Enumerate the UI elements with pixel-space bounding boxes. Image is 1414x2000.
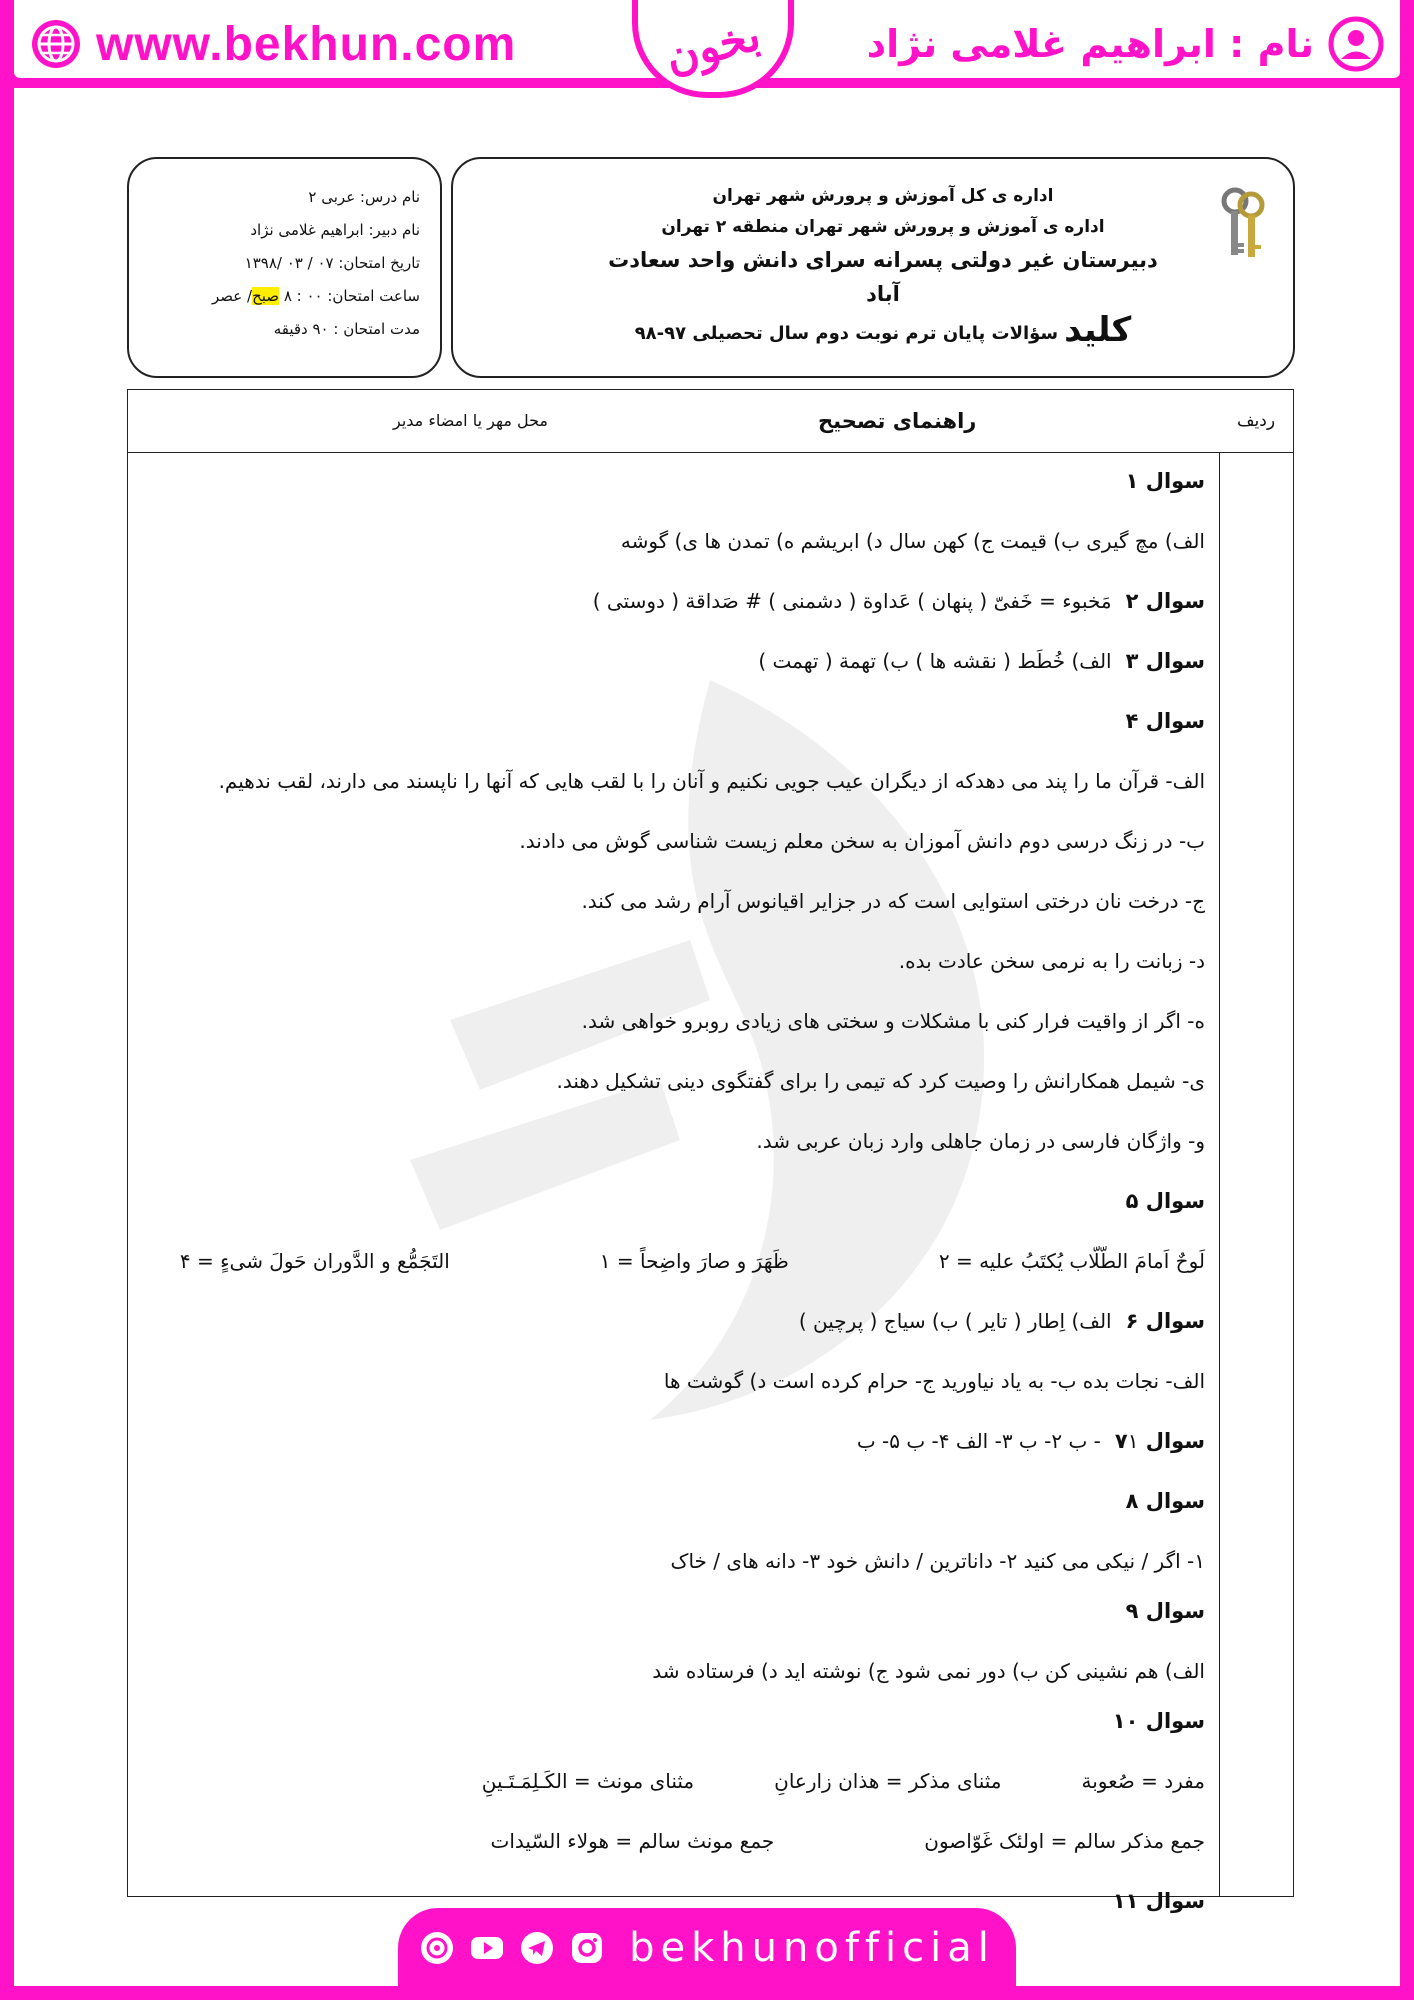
q6-line: سوال ۶الف) اِطار ( تایر ) ب) سیاج ( پرچین ) bbox=[798, 1309, 1205, 1333]
q5-answers: لَوحٌ اَمامَ الطّلّاب یُکتَبُ علیه = ۲ظَهَرَ و صارَ واضِحاً = ۱التَجَمُّع و الدَّوران حَولَ شیءٍ = ۴ bbox=[179, 1249, 1205, 1273]
q1-answer: الف) مچ گیری ب) قیمت ج) کهن سال د) ابریشم ه) تمدن ها ی) گوشه bbox=[620, 529, 1205, 553]
globe-icon bbox=[30, 18, 82, 70]
q10-row-2: جمع مذکر سالم = اولئک غَوّاصونجمع مونث سالم = هولاء السّیدات bbox=[490, 1829, 1205, 1853]
podcast-icon[interactable] bbox=[419, 1930, 455, 1966]
q4-answer-e: ه- اگر از واقیت فرار کنی با مشکلات و سختی های زیادی روبرو خواهی شد. bbox=[581, 1009, 1205, 1033]
logo-text: بخون bbox=[660, 8, 766, 84]
youtube-icon[interactable] bbox=[469, 1930, 505, 1966]
q10-row-1: مفرد = صُعوبةمثنای مذکر = هذان زارعانِمثنای مونث = الکَـلِمَـتَـینِ bbox=[481, 1769, 1205, 1793]
q2-line: سوال ۲مَخبوء = خَفیّ ( پنهان ) عَداوة ( دشمنی ) # صَداقة ( دوستی ) bbox=[592, 589, 1205, 613]
telegram-icon[interactable] bbox=[519, 1930, 555, 1966]
q3-line: سوال ۳الف) خُطَط ( نقشه ها ) ب) تهمة ( تهمت ) bbox=[758, 649, 1205, 673]
exam-date: تاریخ امتحان: ۰۷ / ۰۳ /۱۳۹۸ bbox=[244, 254, 420, 272]
q7-line: سوال ۷۱- ب ۲- ب ۳- الف ۴- ب ۵- ب bbox=[856, 1429, 1205, 1453]
user-icon bbox=[1328, 16, 1384, 72]
exam-title-text: سؤالات پایان ترم نوبت دوم سال تحصیلی ۹۷-۹۸ bbox=[634, 323, 1059, 344]
time-highlight: صبح bbox=[252, 287, 280, 305]
exam-time: ساعت امتحان: ۰۰ : ۸ صبح/ عصر bbox=[212, 287, 420, 305]
social-footer bbox=[398, 1908, 1016, 1988]
col-guide-header: راهنمای تصحیح bbox=[818, 409, 977, 433]
social-handle: bekhunofficial bbox=[629, 1925, 995, 1971]
q4-title: سوال ۴ bbox=[1125, 709, 1205, 733]
key-label: کلید bbox=[1064, 310, 1132, 350]
site-link[interactable] bbox=[30, 16, 516, 72]
exam-info-box bbox=[127, 157, 442, 378]
header-line-1: اداره ی کل آموزش و پرورش شهر تهران bbox=[712, 186, 1054, 206]
q4-answer-c: ج- درخت نان درختی استوایی است که در جزایر اقیانوس آرام رشد می کند. bbox=[581, 889, 1205, 913]
exam-duration: مدت امتحان : ۹۰ دقیقه bbox=[273, 320, 420, 338]
school-name: دبیرستان غیر دولتی پسرانه سرای دانش واحد سعادت آباد bbox=[608, 248, 1158, 306]
keys-icon bbox=[1217, 187, 1269, 261]
exam-title bbox=[603, 311, 1163, 353]
answer-table bbox=[127, 389, 1294, 1913]
student-name-banner bbox=[867, 16, 1384, 72]
table-header bbox=[128, 390, 1293, 453]
q10-title: سوال ۱۰ bbox=[1112, 1709, 1205, 1733]
q9-answer: الف) هم نشینی کن ب) دور نمی شود ج) نوشته اید د) فرستاده شد bbox=[652, 1659, 1205, 1683]
q4-answer-a: الف- قرآن ما را پند می دهدکه از دیگران عیب جویی نکنیم و آنان را با لقب هایی که آنها را ناپسند می دارند، لقب ندهیم. bbox=[218, 769, 1205, 793]
teacher-name: نام دبیر: ابراهیم غلامی نژاد bbox=[250, 221, 420, 239]
q4-answer-g: و- واژگان فارسی در زمان جاهلی وارد زبان عربی شد. bbox=[756, 1129, 1205, 1153]
q11-title: سوال ۱۱ bbox=[1112, 1889, 1205, 1913]
student-name: نام : ابراهیم غلامی نژاد bbox=[866, 22, 1314, 66]
exam-header-box bbox=[451, 157, 1295, 378]
col-row-header: ردیف bbox=[1236, 411, 1276, 431]
column-divider bbox=[1219, 390, 1220, 1896]
q4-answer-d: د- زبانت را به نرمی سخن عادت بده. bbox=[898, 949, 1205, 973]
q4-answer-f: ی- شیمل همکارانش را وصیت کرد که تیمی را برای گفتگوی دینی تشکیل دهند. bbox=[556, 1069, 1205, 1093]
q6-answer-b: الف- نجات بده ب- به یاد نیاورید ج- حرام کرده است د) گوشت ها bbox=[663, 1369, 1205, 1393]
site-url: www.bekhun.com bbox=[96, 17, 517, 71]
header-line-2: اداره ی آموزش و پرورش شهر تهران منطقه ۲ تهران bbox=[661, 217, 1105, 237]
q4-answer-b: ب- در زنگ درسی دوم دانش آموزان به سخن معلم زیست شناسی گوش می دادند. bbox=[519, 829, 1205, 853]
instagram-icon[interactable] bbox=[569, 1930, 605, 1966]
q9-title: سوال ۹ bbox=[1125, 1599, 1205, 1623]
q1-title: سوال ۱ bbox=[1125, 469, 1205, 493]
col-seal-header: محل مهر یا امضاء مدیر bbox=[393, 411, 548, 430]
q8-answer: ۱- اگر / نیکی می کنید ۲- داناترین / دانش خود ۳- دانه های / خاک bbox=[670, 1549, 1205, 1573]
q5-title: سوال ۵ bbox=[1125, 1189, 1205, 1213]
q8-title: سوال ۸ bbox=[1125, 1489, 1205, 1513]
course-name: نام درس: عربی ۲ bbox=[308, 188, 420, 206]
